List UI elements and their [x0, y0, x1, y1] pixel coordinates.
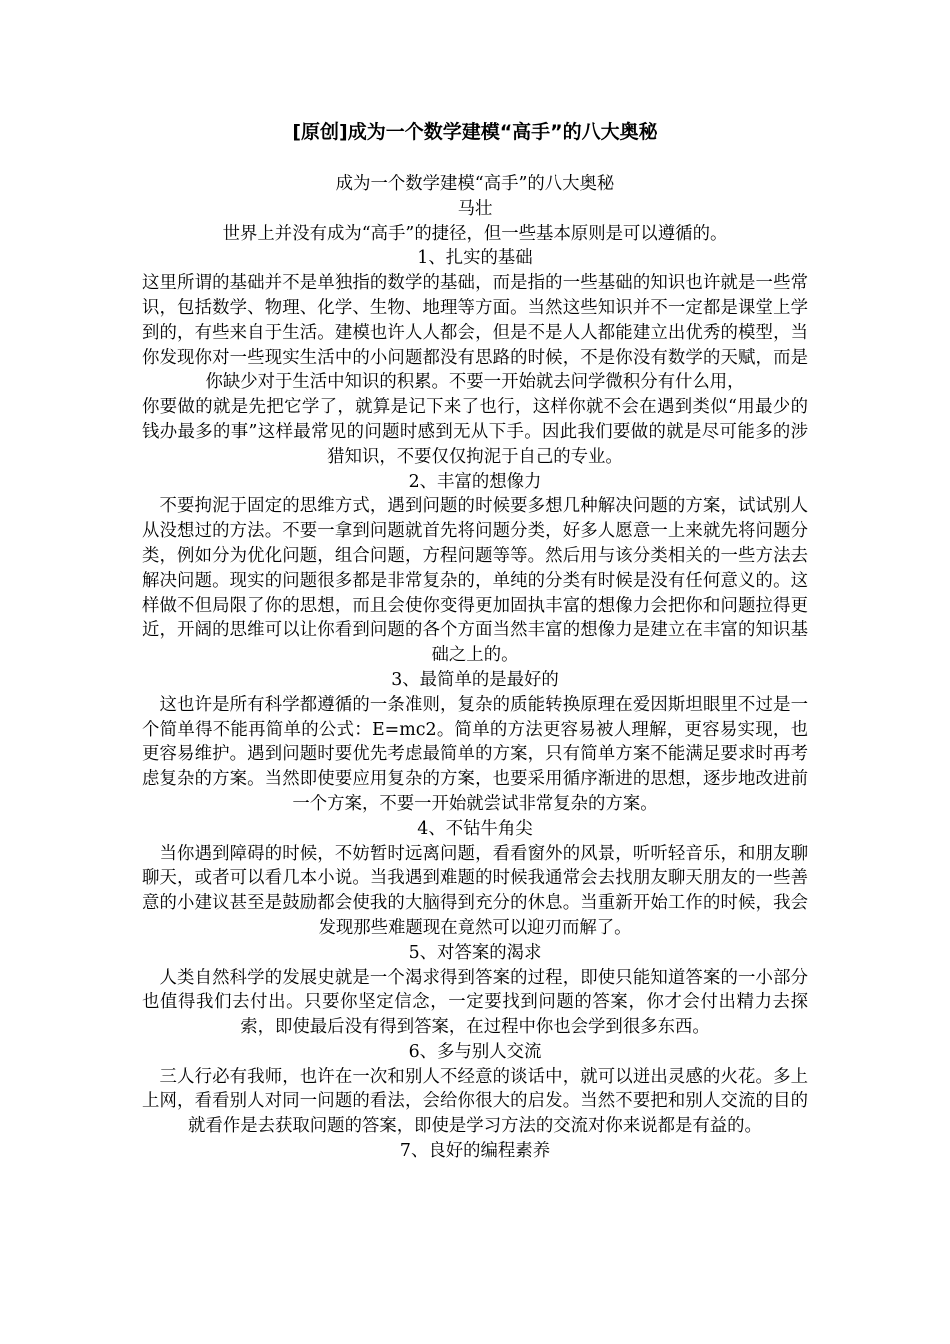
section-heading-7: 7、良好的编程素养	[399, 1141, 551, 1162]
section-2-paragraph-1: 不要拘泥于固定的思维方式，遇到问题的时候要多想几种解决问题的方案，试试别人从没想过的方法。不要一拿到问题就首先将问题分类，好多人愿意一上来就先将问题分类，例如分为优化问题，组合问题，方程问题等等。然后用与该分类相关的一些方法去解决问题。现实的问题很多都是非常复杂的，单纯的分类有时候是没有任何意义的。这样做不但局限了你的思想，而且会使你变得更加固执丰富的想像力会把你和问题拉得更近，开阔的思维可以让你看到问题的各个方面当然丰富的想像力是建立在丰富的知识基础之上的。	[142, 496, 808, 666]
section-5-paragraph-1: 人类自然科学的发展史就是一个渴求得到答案的过程，即使只能知道答案的一小部分也值得我们去付出。只要你坚定信念，一定要找到问题的答案，你才会付出精力去探索，即使最后没有得到答案，在过程中你也会学到很多东西。	[142, 967, 808, 1038]
section-1-paragraph-1: 这里所谓的基础并不是单独指的数学的基础，而是指的一些基础的知识也许就是一些常识，包括数学、物理、化学、生物、地理等方面。当然这些知识并不一定都是课堂上学到的，有些来自于生活。建模也许人人都会，但是不是人人都能建立出优秀的模型，当你发现你对一些现实生活中的小问题都没有思路的时候，不是你没有数学的天赋，而是你缺少对于生活中知识的积累。不要一开始就去问学微积分有什么用，	[142, 273, 808, 393]
section-heading-4: 4、不钻牛角尖	[417, 818, 533, 839]
section-heading-6: 6、多与别人交流	[408, 1041, 542, 1062]
article-subtitle: 成为一个数学建模“高手”的八大奥秘	[335, 174, 615, 194]
section-6-paragraph-1: 三人行必有我师，也许在一次和别人不经意的谈话中，就可以迸出灵感的火花。多上上网，看看别人对同一问题的看法，会给你很大的启发。当然不要把和别人交流的目的就看作是去获取问题的答案，即使是学习方法的交流对你来说都是有益的。	[142, 1066, 808, 1137]
section-heading-2: 2、丰富的想像力	[408, 471, 542, 492]
section-4-paragraph-1: 当你遇到障碍的时候，不妨暂时远离问题，看看窗外的风景，听听轻音乐，和朋友聊聊天，或者可以看几本小说。当我遇到难题的时候我通常会去找朋友聊天朋友的一些善意的小建议甚至是鼓励都会使我的大脑得到充分的休息。当重新开始工作的时候，我会发现那些难题现在竟然可以迎刃而解了。	[142, 843, 808, 938]
article-body	[142, 172, 808, 1164]
article-author: 马壮	[457, 198, 493, 219]
section-heading-3: 3、最简单的是最好的	[391, 669, 559, 690]
section-heading-5: 5、对答案的渴求	[408, 942, 542, 963]
section-1-paragraph-2: 你要做的就是先把它学了，就算是记下来了也行，这样你就不会在遇到类似“用最少的钱办最多的事”这样最常见的问题时感到无从下手。因此我们要做的就是尽可能多的涉猎知识，不要仅仅拘泥于自己的专业。	[142, 397, 808, 467]
section-heading-1: 1、扎实的基础	[417, 248, 533, 269]
section-3-paragraph-1: 这也许是所有科学都遵循的一条准则，复杂的质能转换原理在爱因斯坦眼里不过是一个简单得不能再简单的公式：E=mc2。简单的方法更容易被人理解，更容易实现，也更容易维护。遇到问题时要优先考虑最简单的方案，只有简单方案不能满足要求时再考虑复杂的方案。当然即使要应用复杂的方案，也要采用循序渐进的思想，逐步地改进前一个方案，不要一开始就尝试非常复杂的方案。	[142, 694, 808, 814]
article-intro: 世界上并没有成为“高手”的捷径，但一些基本原则是可以遵循的。	[222, 223, 728, 244]
page-title: [原创]成为一个数学建模“高手”的八大奥秘	[292, 121, 658, 143]
